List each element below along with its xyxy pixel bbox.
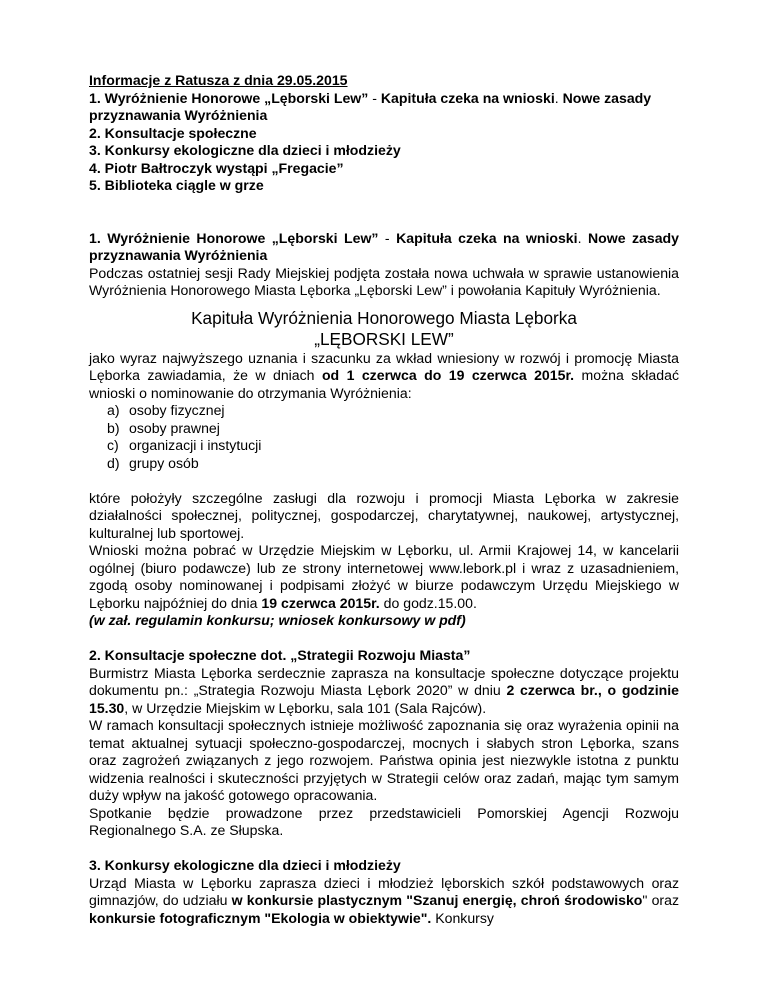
list-item: b) osoby prawnej (107, 419, 220, 436)
attachments-note: (w zał. regulamin konkursu; wniosek konkursowy w pdf) (89, 612, 466, 628)
section-2-paragraph-1: Burmistrz Miasta Lęborka serdecznie zaprasza na konsultacje społeczne dotyczące projektu dokumentu pn.: „Strategia Rozwoju Miasta Lębork 2020” w dniu 2 czerwca br., o godzinie 15.30, w Urzędzie Miejskim w Lęborku, sala 101 (Sala Rajców). (89, 664, 679, 716)
chapter-title-line-1: Kapituła Wyróżnienia Honorowego Miasta Lęborka (191, 307, 577, 328)
section-1-paragraph-3: Wnioski można pobrać w Urzędzie Miejskim w Lęborku, ul. Armii Krajowej 14, w kancelarii ogólnej (biuro podawcze) lub ze strony internetowej www.lebork.pl i wraz z uzasadnieniem, zgodą osoby nominowanej i podpisami złożyć w biurze podawczym Urzędu Miejskiego w Lęborku najpóźniej do dnia 19 czerwca 2015r. do godz.15.00. (89, 542, 679, 611)
toc-item-3: 3. Konkursy ekologiczne dla dzieci i młodzieży (89, 142, 401, 158)
section-1-paragraph-2: które położyły szczególne zasługi dla rozwoju i promocji Miasta Lęborka w zakresie działalności społecznej, politycznej, gospodarczej, charytatywnej, naukowej, artystycznej, kulturalnej lub sportowej. (89, 489, 679, 541)
section-3-paragraph-1: Urząd Miasta w Lęborku zaprasza dzieci i młodzież lęborskich szkół podstawowych oraz gimnazjów, do udziału w konkursie plastycznym "Szanuj energię, chroń środowisko" oraz konkursie fotograficznym "Ekologia w obiektywie". Konkursy (89, 874, 680, 926)
section-3-heading: 3. Konkursy ekologiczne dla dzieci i młodzieży (89, 857, 401, 873)
chapter-title-line-2: „LĘBORSKI LEW” (314, 328, 454, 349)
section-2-paragraph-2: W ramach konsultacji społecznych istnieje możliwość zapoznania się oraz wyrażenia opinii na temat aktualnej sytuacji społeczno-gospodarczej, mocnych i słabych stron Lęborka, szans oraz zagrożeń związanych z jego rozwojem. Państwa opinia jest niezwykle istotna z punktu widzenia realności i skuteczności przyjętych w Strategii celów oraz zadań, mając tym samym duży wpływ na jakość gotowego opracowania. (89, 717, 679, 803)
nominee-list (89, 402, 679, 472)
section-2-paragraph-3: Spotkanie będzie prowadzone przez przedstawicieli Pomorskiej Agencji Rozwoju Regionalnego S.A. ze Słupska. (89, 804, 679, 838)
toc-item-4: 4. Piotr Bałtroczyk wystąpi „Fregacie” (89, 159, 344, 176)
document-title: Informacje z Ratusza z dnia 29.05.2015 (89, 72, 348, 88)
document-page (89, 72, 679, 927)
list-item: c) organizacji i instytucji (107, 437, 262, 453)
section-1-heading: 1. Wyróżnienie Honorowe „Lęborski Lew” - Kapituła czeka na wnioski. Nowe zasady przyznawania Wyróżnienia (89, 229, 680, 263)
section-2-heading: 2. Konsultacje społeczne dot. „Strategii Rozwoju Miasta” (89, 647, 471, 663)
list-item: a) osoby fizycznej (107, 402, 225, 418)
toc-item-5: 5. Biblioteka ciągle w grze (89, 177, 264, 193)
section-1-paragraph-1: jako wyraz najwyższego uznania i szacunku za wkład wniesiony w rozwój i promocję Miasta Lęborka zawiadamia, że w dniach od 1 czerwca do 19 czerwca 2015r. można składać wnioski o nominowanie do otrzymania Wyróżnienia: (89, 349, 679, 401)
list-item: d) grupy osób (107, 454, 199, 471)
toc-item-1: 1. Wyróżnienie Honorowe „Lęborski Lew” - Kapituła czeka na wnioski. Nowe zasady przyznawania Wyróżnienia (89, 89, 652, 123)
toc-item-2: 2. Konsultacje społeczne (89, 124, 257, 141)
section-1-intro: Podczas ostatniej sesji Rady Miejskiej podjęta została nowa uchwała w sprawie ustanowienia Wyróżnienia Honorowego Miasta Lęborka „Lęborski Lew” i powołania Kapituły Wyróżnienia. (89, 264, 679, 298)
